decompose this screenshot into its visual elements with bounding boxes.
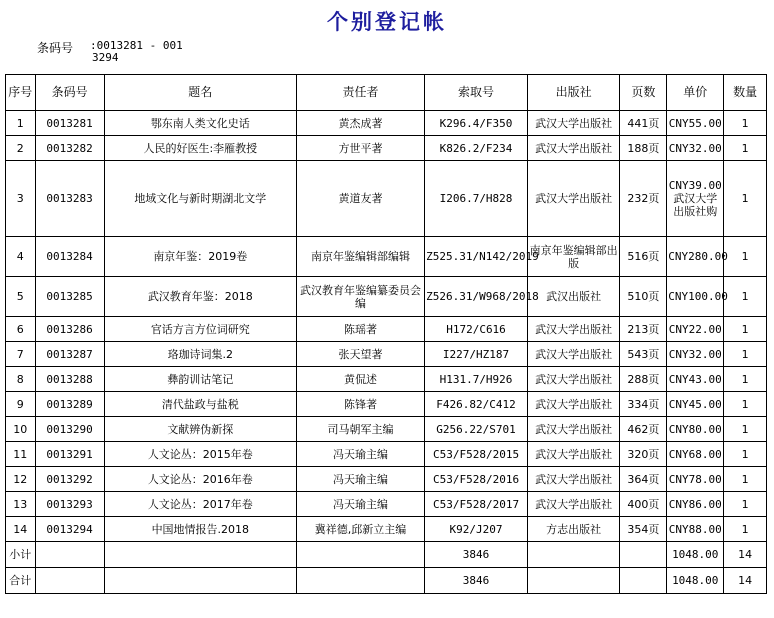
table-row [6,237,767,277]
cell-pages: 288页 [620,367,667,392]
cell-pages: 188页 [620,136,667,161]
cell-author: 陈瑶著 [296,317,424,342]
page-title: 个别登记帐 [327,9,447,34]
cell-empty [104,568,296,594]
cell-barcode: 0013288 [35,367,104,392]
cell-quantity: 1 [724,417,767,442]
cell-publisher: 武汉大学出版社 [527,367,620,392]
cell-publisher: 武汉大学出版社 [527,317,620,342]
cell-publisher: 武汉大学出版社 [527,342,620,367]
cell-no: 1 [6,111,36,136]
cell-author: 冯天瑜主编 [296,442,424,467]
cell-publisher: 武汉大学出版社 [527,111,620,136]
subtotal-label: 小计 [6,542,36,568]
cell-call-number: I227/HZ187 [425,342,528,367]
cell-call-number: K826.2/F234 [425,136,528,161]
cell-quantity: 1 [724,111,767,136]
cell-title: 人文论丛：2017年卷 [104,492,296,517]
table-row [6,492,767,517]
table-row [6,317,767,342]
cell-no: 7 [6,342,36,367]
cell-publisher: 南京年鉴编辑部出版 [527,237,620,277]
total-row [6,568,767,594]
subtotal-price: 1048.00 [667,542,724,568]
cell-empty [35,542,104,568]
cell-price: CNY68.00 [667,442,724,467]
header-call-number: 索取号 [425,75,528,111]
cell-title: 清代盐政与盐税 [104,392,296,417]
table-row [6,392,767,417]
cell-publisher: 武汉大学出版社 [527,161,620,237]
cell-empty [296,542,424,568]
cell-barcode: 0013294 [35,517,104,542]
cell-price: CNY32.00 [667,136,724,161]
cell-author: 冀祥德,邱新立主编 [296,517,424,542]
cell-title: 珞珈诗词集.2 [104,342,296,367]
cell-quantity: 1 [724,492,767,517]
cell-no: 4 [6,237,36,277]
cell-price: CNY100.00 [667,277,724,317]
cell-empty [527,542,620,568]
cell-author: 黄侃述 [296,367,424,392]
cell-call-number: G256.22/S701 [425,417,528,442]
barcode-label: 条码号 [37,41,74,55]
cell-title: 人文论丛：2015年卷 [104,442,296,467]
table-row [6,136,767,161]
cell-no: 6 [6,317,36,342]
cell-publisher: 武汉大学出版社 [527,442,620,467]
cell-quantity: 1 [724,317,767,342]
cell-no: 10 [6,417,36,442]
header-pages: 页数 [620,75,667,111]
table-row [6,417,767,442]
table-row [6,277,767,317]
cell-empty [620,568,667,594]
cell-publisher: 武汉大学出版社 [527,136,620,161]
cell-publisher: 武汉出版社 [527,277,620,317]
subtotal-row [6,542,767,568]
cell-no: 12 [6,467,36,492]
cell-price: CNY280.00 [667,237,724,277]
subtotal-pages: 3846 [425,542,528,568]
total-label: 合计 [6,568,36,594]
table-row [6,161,767,237]
cell-price: CNY80.00 [667,417,724,442]
header-price: 单价 [667,75,724,111]
cell-title: 地域文化与新时期湖北文学 [104,161,296,237]
cell-call-number: Z525.31/N142/2019 [425,237,528,277]
cell-call-number: Z526.31/W968/2018 [425,277,528,317]
cell-publisher: 武汉大学出版社 [527,492,620,517]
cell-pages: 232页 [620,161,667,237]
cell-quantity: 1 [724,367,767,392]
cell-call-number: C53/F528/2017 [425,492,528,517]
cell-empty [620,542,667,568]
cell-no: 8 [6,367,36,392]
cell-author: 方世平著 [296,136,424,161]
cell-title: 文献辨伪新探 [104,417,296,442]
table-row [6,342,767,367]
cell-title: 人文论丛：2016年卷 [104,467,296,492]
cell-quantity: 1 [724,161,767,237]
cell-publisher: 方志出版社 [527,517,620,542]
cell-empty [527,568,620,594]
total-qty: 14 [724,568,767,594]
ledger-table [5,74,767,594]
header-author: 责任者 [296,75,424,111]
barcode-range-line2: 3294 [92,51,119,64]
cell-call-number: I206.7/H828 [425,161,528,237]
cell-barcode: 0013282 [35,136,104,161]
barcode-range [90,40,183,64]
cell-no: 9 [6,392,36,417]
cell-quantity: 1 [724,442,767,467]
header-quantity: 数量 [724,75,767,111]
cell-barcode: 0013281 [35,111,104,136]
cell-call-number: H172/C616 [425,317,528,342]
cell-call-number: C53/F528/2016 [425,467,528,492]
cell-title: 南京年鉴：2019卷 [104,237,296,277]
table-row [6,111,767,136]
cell-empty [35,568,104,594]
cell-quantity: 1 [724,237,767,277]
cell-price: CNY43.00 [667,367,724,392]
cell-no: 11 [6,442,36,467]
cell-quantity: 1 [724,467,767,492]
cell-pages: 213页 [620,317,667,342]
cell-barcode: 0013286 [35,317,104,342]
header-barcode: 条码号 [35,75,104,111]
header-publisher: 出版社 [527,75,620,111]
total-price: 1048.00 [667,568,724,594]
table-row [6,442,767,467]
cell-quantity: 1 [724,392,767,417]
cell-empty [296,568,424,594]
header-title: 题名 [104,75,296,111]
cell-author: 陈锋著 [296,392,424,417]
cell-author: 武汉教育年鉴编纂委员会编 [296,277,424,317]
cell-call-number: H131.7/H926 [425,367,528,392]
cell-price: CNY45.00 [667,392,724,417]
cell-author: 南京年鉴编辑部编辑 [296,237,424,277]
cell-no: 5 [6,277,36,317]
subtotal-qty: 14 [724,542,767,568]
cell-pages: 364页 [620,467,667,492]
cell-barcode: 0013287 [35,342,104,367]
cell-title: 武汉教育年鉴：2018 [104,277,296,317]
cell-pages: 516页 [620,237,667,277]
cell-title: 鄂东南人类文化史话 [104,111,296,136]
cell-barcode: 0013283 [35,161,104,237]
cell-pages: 510页 [620,277,667,317]
cell-price: CNY39.00 武汉大学出版社购 [667,161,724,237]
cell-author: 张天望著 [296,342,424,367]
cell-publisher: 武汉大学出版社 [527,467,620,492]
cell-author: 黄杰成著 [296,111,424,136]
total-pages: 3846 [425,568,528,594]
cell-author: 黄道友著 [296,161,424,237]
cell-pages: 354页 [620,517,667,542]
cell-barcode: 0013285 [35,277,104,317]
cell-price: CNY22.00 [667,317,724,342]
cell-call-number: F426.82/C412 [425,392,528,417]
cell-quantity: 1 [724,342,767,367]
cell-no: 13 [6,492,36,517]
cell-title: 中国地情报告.2018 [104,517,296,542]
cell-price: CNY86.00 [667,492,724,517]
cell-barcode: 0013289 [35,392,104,417]
cell-barcode: 0013290 [35,417,104,442]
cell-quantity: 1 [724,517,767,542]
cell-price: CNY32.00 [667,342,724,367]
cell-barcode: 0013284 [35,237,104,277]
cell-pages: 543页 [620,342,667,367]
cell-barcode: 0013291 [35,442,104,467]
cell-no: 3 [6,161,36,237]
cell-pages: 441页 [620,111,667,136]
cell-author: 冯天瑜主编 [296,467,424,492]
cell-call-number: C53/F528/2015 [425,442,528,467]
cell-barcode: 0013293 [35,492,104,517]
cell-call-number: K296.4/F350 [425,111,528,136]
cell-pages: 334页 [620,392,667,417]
cell-empty [104,542,296,568]
cell-title: 人民的好医生:李雁教授 [104,136,296,161]
cell-quantity: 1 [724,136,767,161]
cell-publisher: 武汉大学出版社 [527,417,620,442]
table-row [6,517,767,542]
cell-author: 司马朝军主编 [296,417,424,442]
cell-barcode: 0013292 [35,467,104,492]
barcode-range-line1: :0013281 - 001 [90,39,183,52]
cell-no: 14 [6,517,36,542]
table-row [6,467,767,492]
cell-no: 2 [6,136,36,161]
header-row [6,75,767,111]
cell-title: 彝韵训诂笔记 [104,367,296,392]
cell-publisher: 武汉大学出版社 [527,392,620,417]
cell-quantity: 1 [724,277,767,317]
cell-call-number: K92/J207 [425,517,528,542]
cell-pages: 462页 [620,417,667,442]
table-row [6,367,767,392]
cell-price: CNY78.00 [667,467,724,492]
cell-author: 冯天瑜主编 [296,492,424,517]
cell-price: CNY55.00 [667,111,724,136]
cell-price: CNY88.00 [667,517,724,542]
header-no: 序号 [6,75,36,111]
cell-pages: 400页 [620,492,667,517]
cell-title: 官话方言方位词研究 [104,317,296,342]
cell-pages: 320页 [620,442,667,467]
